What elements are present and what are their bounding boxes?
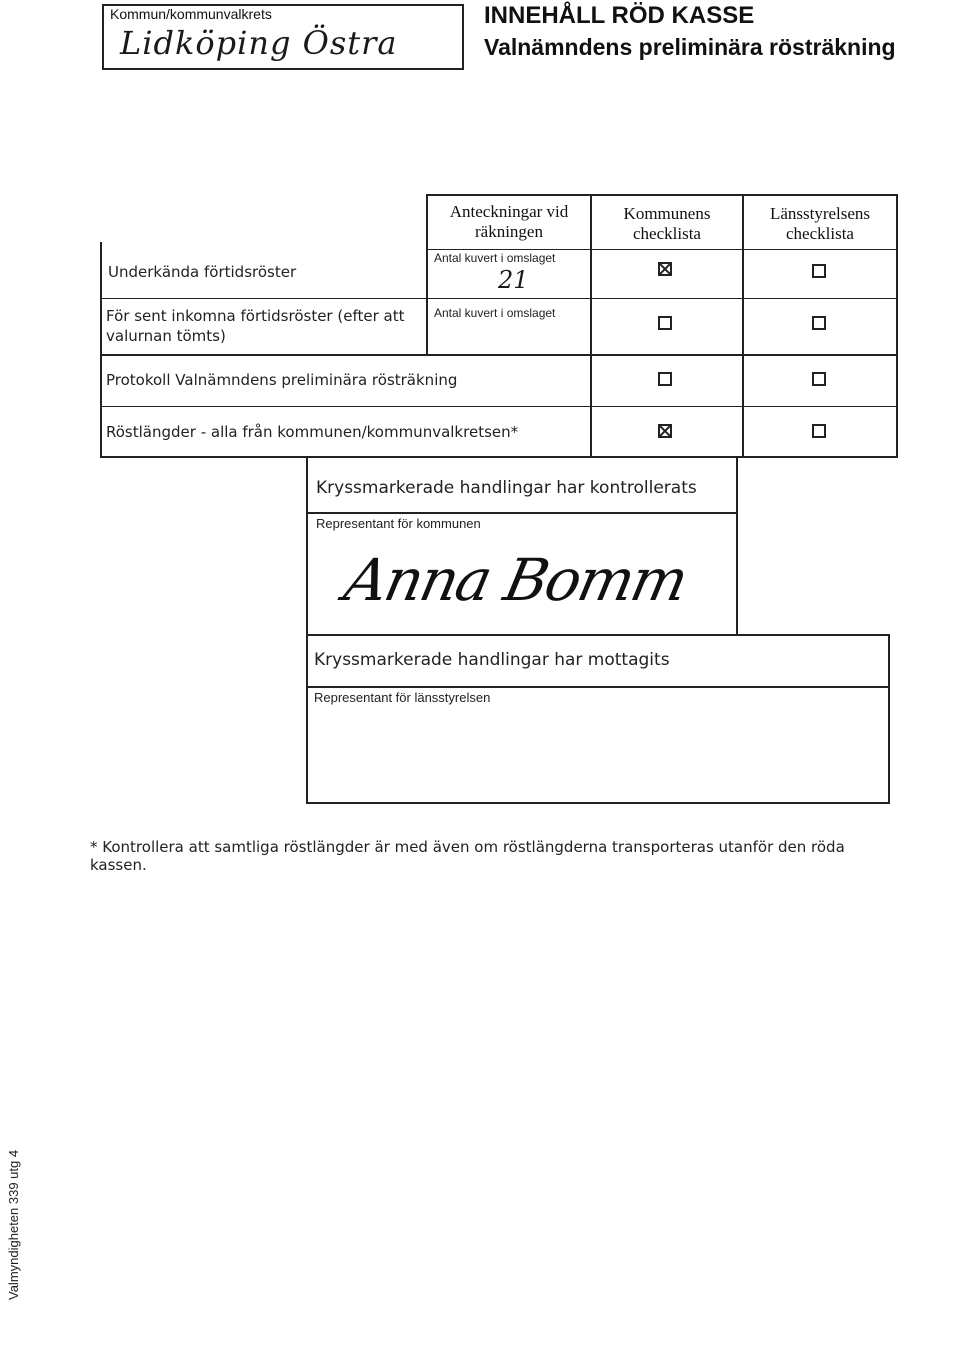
county-representative-label: Representant för länsstyrelsen: [314, 690, 491, 705]
document-subtitle: Valnämndens preliminära rösträkning: [484, 34, 896, 60]
municipality-value[interactable]: Lidköping Östra: [120, 24, 398, 62]
municipality-representative-label: Representant för kommunen: [316, 516, 481, 531]
county-checkbox-rejected-early-votes[interactable]: [812, 264, 826, 278]
envelope-count-label: Antal kuvert i omslaget: [434, 251, 556, 265]
county-checkbox-late-early-votes[interactable]: [812, 316, 826, 330]
envelope-count-value[interactable]: 21: [498, 266, 529, 294]
municipality-checkbox-late-early-votes[interactable]: [658, 316, 672, 330]
row-label-voter-rolls: Röstlängder - alla från kommunen/kommunvalkretsen*: [106, 423, 519, 441]
received-panel-title: Kryssmarkerade handlingar har mottagits: [314, 650, 670, 670]
municipality-checkbox-voter-rolls[interactable]: [658, 424, 672, 438]
footnote: * Kontrollera att samtliga röstlängder är med även om röstlängderna transporteras utanför den röda kassen.: [90, 838, 845, 874]
municipality-checkbox-rejected-early-votes[interactable]: [658, 262, 672, 276]
row-label-protocol: Protokoll Valnämndens preliminära rösträkning: [106, 371, 458, 389]
form-reference: Valmyndigheten 339 utg 4: [6, 1149, 21, 1300]
column-header-notes: Anteckningar vid räkningen: [449, 202, 569, 241]
row-label-late-early-votes: För sent inkomna förtidsröster (efter att valurnan tömts): [106, 307, 405, 345]
municipality-representative-signature[interactable]: Anna Bomm: [338, 546, 693, 614]
county-checkbox-voter-rolls[interactable]: [812, 424, 826, 438]
controlled-panel-title: Kryssmarkerade handlingar har kontrollerats: [316, 478, 697, 498]
municipality-checkbox-protocol[interactable]: [658, 372, 672, 386]
envelope-count-label: Antal kuvert i omslaget: [434, 306, 556, 320]
column-header-county-checklist: Länsstyrelsens checklista: [769, 204, 871, 243]
municipality-label: Kommun/kommunvalkrets: [110, 6, 272, 22]
row-label-rejected-early-votes: Underkända förtidsröster: [108, 263, 297, 281]
county-representative-signature-field[interactable]: [310, 708, 886, 800]
county-checkbox-protocol[interactable]: [812, 372, 826, 386]
document-title: INNEHÅLL RÖD KASSE: [484, 2, 755, 29]
column-header-municipality-checklist: Kommunens checklista: [623, 204, 711, 243]
